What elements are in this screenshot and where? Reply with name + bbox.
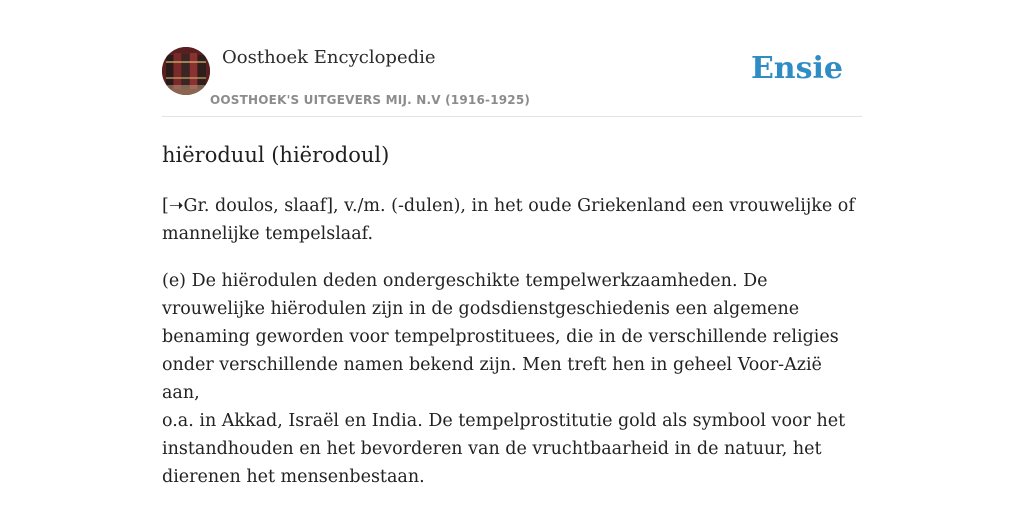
entry-paragraph-2: (e) De hiërodulen deden ondergeschikte tempelwerkzaamheden. De vrouwelijke hiërodulen zijn in de godsdienstgeschiedenis een algemene benaming geworden voor tempelprostituees, die in de verschillende religies onder verschillende namen bekend zijn. Men treft hen in geheel Voor-Azië aan, <box>162 271 839 403</box>
entry-paragraph-3: o.a. in Akkad, Israël en India. De tempelprostitutie gold als symbool voor het instandhouden en het bevorderen van de vruchtbaarheid in de natuur, het dierenen het mensenbestaan. <box>162 411 846 487</box>
site-header <box>162 46 862 117</box>
publisher-label: OOSTHOEK'S UITGEVERS MIJ. N.V (1916-1925) <box>210 93 531 107</box>
encyclopedia-books-logo[interactable] <box>162 47 210 95</box>
ensie-brand-logo[interactable]: Ensie <box>750 51 843 86</box>
site-name[interactable]: Oosthoek Encyclopedie <box>222 47 436 68</box>
entry-title: hiëroduul (hiërodoul) <box>162 143 390 167</box>
entry-paragraph-1: [➝Gr. doulos, slaaf], v./m. (-dulen), in het oude Griekenland een vrouwelijke of mannelijke tempelslaaf. <box>162 196 855 244</box>
